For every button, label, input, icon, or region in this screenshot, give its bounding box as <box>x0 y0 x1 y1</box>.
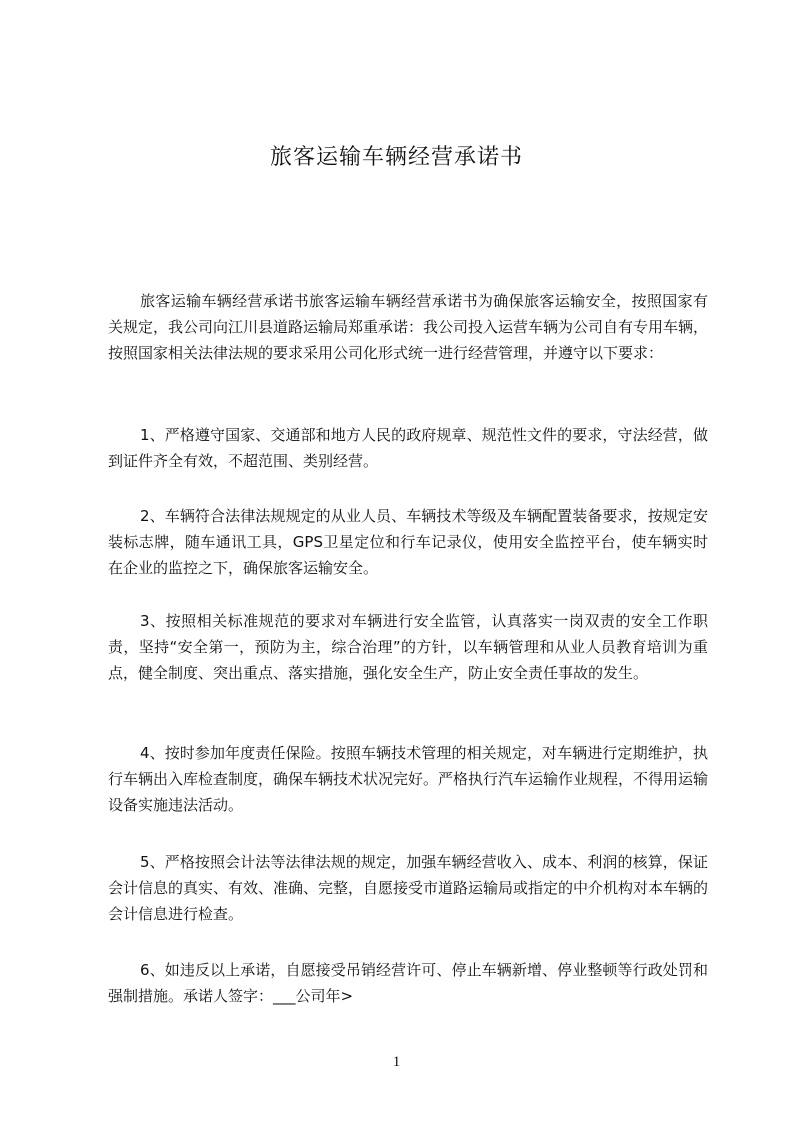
commitment-item-5: 5、严格按照会计法等法律法规的规定，加强车辆经营收入、成本、利润的核算，保证会计信息的真实、有效、准确、完整，自愿接受市道路运输局或指定的中介机构对本车辆的会计信息进行检查。 <box>108 853 709 923</box>
document-title: 旅客运输车辆经营承诺书 <box>269 145 523 170</box>
commitment-item-6: 6、如违反以上承诺，自愿接受吊销经营许可、停止车辆新增、停业整顿等行政处罚和强制措施。承诺人签字：___公司年> <box>108 961 708 1005</box>
intro-paragraph: 旅客运输车辆经营承诺书旅客运输车辆经营承诺书为确保旅客运输安全，按照国家有关规定，我公司向江川县道路运输局郑重承诺：我公司投入运营车辆为公司自有专用车辆，按照国家相关法律法规的要求采用公司化形式统一进行经营管理，并遵守以下要求： <box>108 292 709 362</box>
commitment-item-3: 3、按照相关标准规范的要求对车辆进行安全监管，认真落实一岗双责的安全工作职责，坚持“安全第一，预防为主，综合治理”的方针，以车辆管理和从业人员教育培训为重点，健全制度、突出重点、落实措施，强化安全生产，防止安全责任事故的发生。 <box>108 612 708 682</box>
commitment-item-2: 2、车辆符合法律法规规定的从业人员、车辆技术等级及车辆配置装备要求，按规定安装标志牌，随车通讯工具，GPS卫星定位和行车记录仪，使用安全监控平台，使车辆实时在企业的监控之下，确保旅客运输安全。 <box>108 507 708 577</box>
commitment-item-1: 1、严格遵守国家、交通部和地方人民的政府规章、规范性文件的要求，守法经营，做到证件齐全有效，不超范围、类别经营。 <box>108 426 708 470</box>
commitment-item-4: 4、按时参加年度责任保险。按照车辆技术管理的相关规定，对车辆进行定期维护，执行车辆出入库检查制度，确保车辆技术状况完好。严格执行汽车运输作业规程，不得用运输设备实施违法活动。 <box>108 744 709 814</box>
page-number: 1 <box>392 1054 401 1070</box>
